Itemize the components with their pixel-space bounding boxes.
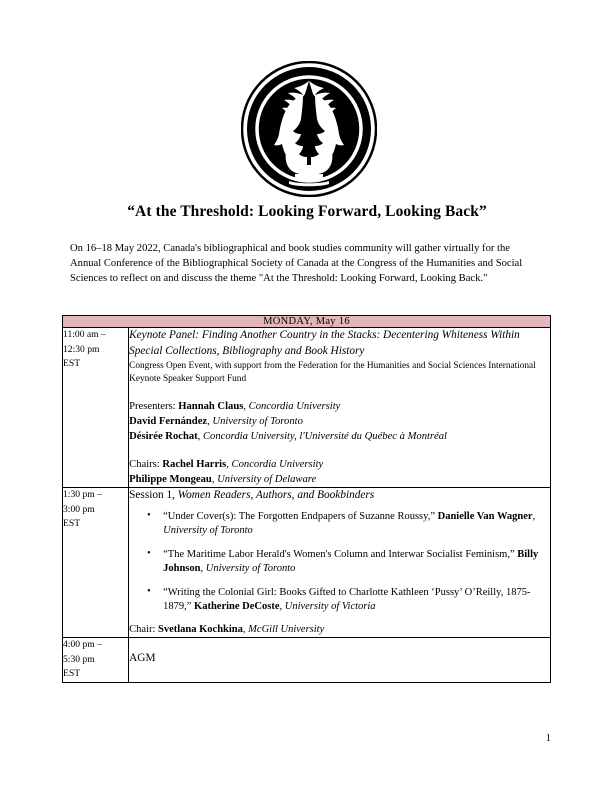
paper-author: Katherine DeCoste xyxy=(194,601,280,613)
session-cell xyxy=(129,328,551,488)
paper-title: “The Maritime Labor Herald's Women's Column and Interwar Socialist Feminism,” xyxy=(163,548,515,560)
presenter-affiliation: University of Toronto xyxy=(212,416,303,427)
time-line: EST xyxy=(63,518,81,529)
time-line: EST xyxy=(63,358,81,369)
paper-title: “Under Cover(s): The Forgotten Endpapers of Suzanne Roussy,” xyxy=(163,510,435,522)
paper-affiliation: University of Victoria xyxy=(284,601,376,613)
list-item: • “The Maritime Labor Herald's Women's Column and Interwar Socialist Feminism,” Billy Johnson, University of Toronto xyxy=(163,548,550,577)
chairs-line: Chairs: Rachel Harris, Concordia University xyxy=(129,459,324,470)
chair-name: Rachel Harris xyxy=(162,459,227,470)
presenters-line: Presenters: Hannah Claus, Concordia University xyxy=(129,401,341,412)
presenter-affiliation: Concordia University, l'Université du Québec à Montréal xyxy=(202,431,447,442)
paper-affiliation: University of Toronto xyxy=(163,525,253,537)
day-header-cell: MONDAY, May 16 xyxy=(63,316,551,328)
table-row xyxy=(63,328,551,488)
session-cell xyxy=(129,638,551,683)
chair-name: Svetlana Kochkina xyxy=(158,624,243,636)
paper-author: Billy Johnson xyxy=(163,548,539,575)
chair-affiliation: University of Delaware xyxy=(217,474,317,485)
schedule-table xyxy=(62,315,551,683)
table-row xyxy=(63,638,551,683)
time-line: 4:00 pm – xyxy=(63,639,102,651)
list-item: • “Writing the Colonial Girl: Books Gifted to Charlotte Kathleen ‘Pussy’ O’Reilly, 1875-1879,” Katherine DeCoste, University of Victoria xyxy=(163,586,550,615)
presenter-name: Hannah Claus xyxy=(178,401,244,412)
time-line: 5:30 pm xyxy=(63,653,95,665)
chairs-label: Chairs: xyxy=(129,459,160,470)
agm-label: AGM xyxy=(129,652,156,665)
time-cell xyxy=(63,638,129,683)
time-line: EST xyxy=(63,668,81,680)
presenter-name: Désirée Rochat xyxy=(129,431,198,442)
time-line: 3:00 pm xyxy=(63,503,95,515)
time-cell xyxy=(63,488,129,638)
page-title: “At the Threshold: Looking Forward, Looking Back” xyxy=(127,203,487,220)
presenters-line: David Fernández, University of Toronto xyxy=(129,416,303,427)
time-line: 1:30 pm – xyxy=(63,489,102,500)
session-cell xyxy=(129,488,551,638)
presenters-label: Presenters: xyxy=(129,401,176,412)
paper-affiliation: University of Toronto xyxy=(205,563,296,575)
table-header-row xyxy=(63,316,551,328)
presenters-line: Désirée Rochat, Concordia University, l'Université du Québec à Montréal xyxy=(129,431,447,442)
page-number: 1 xyxy=(545,733,551,744)
janus-head-emblem-icon xyxy=(241,61,377,197)
session-title-text: Women Readers, Authors, and Bookbinders xyxy=(177,489,375,501)
session-label: Session 1, xyxy=(129,489,175,501)
chairs-line: Philippe Mongeau, University of Delaware xyxy=(129,474,317,485)
chair-name: Philippe Mongeau xyxy=(129,474,212,485)
presenter-name: David Fernández xyxy=(129,416,208,427)
chair-label: Chair: xyxy=(129,624,156,636)
paper-list xyxy=(129,510,550,616)
table-row xyxy=(63,488,551,638)
list-item: • “Under Cover(s): The Forgotten Endpapers of Suzanne Roussy,” Danielle Van Wagner, University of Toronto xyxy=(163,510,550,539)
session-title xyxy=(129,488,550,504)
intro-paragraph: On 16–18 May 2022, Canada's bibliographical and book studies community will gather virtually for the Annual Conference of the Bibliographical Society of Canada at the Congress of the Humanities and Social Sciences to reflect on and discuss the theme "At the Threshold: Looking Forward, Looking Back." xyxy=(70,243,523,285)
session-note: Congress Open Event, with support from the Federation for the Humanities and Social Sciences International Keynote Speaker Support Fund xyxy=(129,361,536,384)
time-cell xyxy=(63,328,129,488)
session-title: Keynote Panel: Finding Another Country in the Stacks: Decentering Whiteness Within Special Collections, Bibliography and Book History xyxy=(129,329,520,357)
paper-author: Danielle Van Wagner xyxy=(437,510,533,522)
chair-line: Chair: Svetlana Kochkina, McGill University xyxy=(129,624,325,636)
chair-affiliation: McGill University xyxy=(248,624,325,636)
time-line: 12:30 pm xyxy=(63,343,100,355)
chair-affiliation: Concordia University xyxy=(231,459,324,470)
time-line: 11:00 am – xyxy=(63,329,106,340)
paper-title: “Writing the Colonial Girl: Books Gifted to Charlotte Kathleen ‘Pussy’ O’Reilly, 1875-1879,” xyxy=(163,586,531,613)
presenter-affiliation: Concordia University xyxy=(248,401,341,412)
